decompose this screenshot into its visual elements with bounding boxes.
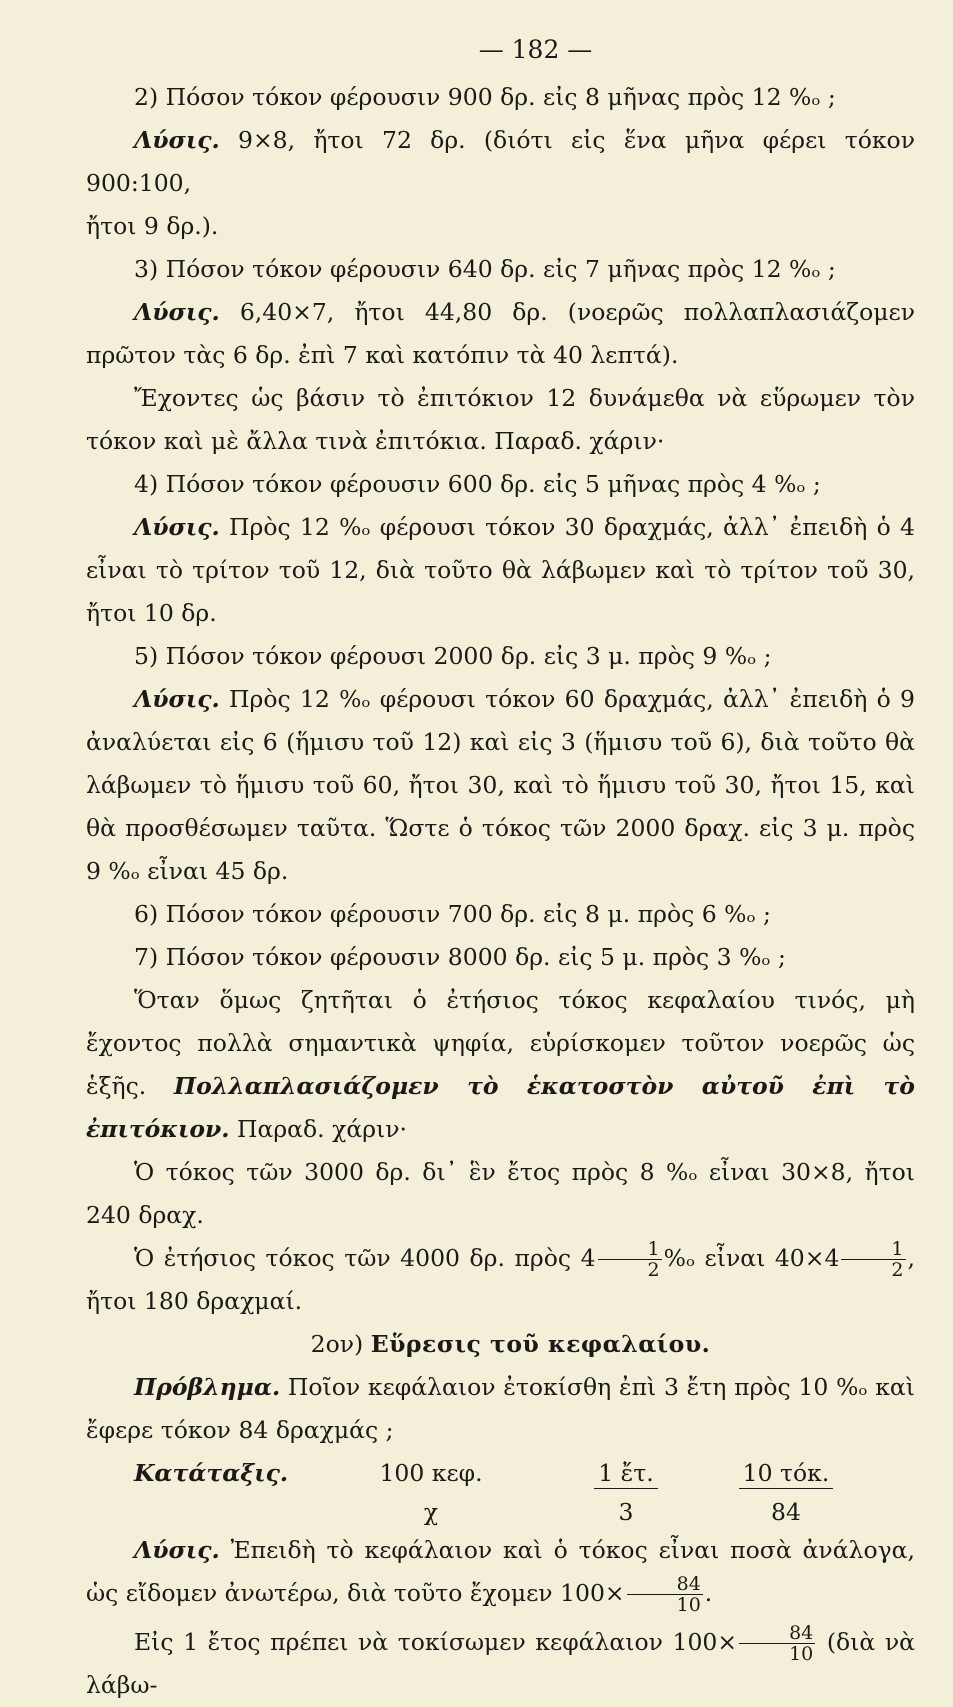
problem-4: 4) Πόσον τόκον φέρουσιν 600 δρ. εἰς 5 μῆνας πρὸς 4 %ₒ ;: [134, 470, 821, 498]
solution-capital: Λύσις. Ἐπειδὴ τὸ κεφάλαιον καὶ ὁ τόκος εἶναι ποσὰ ἀνάλογα, ὡς εἴδομεν ἀνωτέρω, διὰ τοῦτο ἔχομεν 100× $\frac{84}{10}$ .: [86, 1536, 915, 1616]
fraction: $\frac{84}{10}$: [627, 1574, 703, 1615]
example-1: Ὁ τόκος τῶν 3000 δρ. δι᾽ ἓν ἔτος πρὸς 8 %ₒ εἶναι 30×8, ἤτοι 240 δραχ.: [86, 1158, 915, 1229]
katataxis-table: [86, 1452, 915, 1529]
katataxis-capital: 100 κεφ.: [379, 1459, 483, 1487]
solution-label: Λύσις.: [134, 685, 220, 713]
fraction: $\frac{1}{2}$: [841, 1239, 905, 1280]
page-number: — 182 —: [478, 35, 593, 64]
paragraph-base-rate: Ἔχοντες ὡς βάσιν τὸ ἐπιτόκιον 12 δυνάμεθα νὰ εὕρωμεν τὸν τόκον καὶ μὲ ἄλλα τινὰ ἐπιτόκια. Παραδ. χάριν·: [86, 384, 915, 455]
solution-2: Λύσις. 9×8, ἤτοι 72 δρ. (διότι εἰς ἕνα μῆνα φέρει τόκον 900:100,: [86, 126, 915, 197]
solution-5: Λύσις. Πρὸς 12 %ₒ φέρουσι τόκον 60 δραχμάς, ἀλλ᾽ ἐπειδὴ ὁ 9 ἀναλύεται εἰς 6 (ἥμισυ τοῦ 12) καὶ εἰς 3 (ἥμισυ τοῦ 6), διὰ τοῦτο θὰ λάβωμεν τὸ ἥμισυ τοῦ 60, ἤτοι 30, καὶ τὸ ἥμισυ τοῦ 30, ἤτοι 15, καὶ θὰ προσθέσωμεν ταῦτα. Ὥστε ὁ τόκος τῶν 2000 δραχ. εἰς 3 μ. πρὸς 9 %ₒ εἶναι 45 δρ.: [86, 685, 915, 885]
fraction: $\frac{84}{10}$: [739, 1623, 815, 1664]
last-line: Εἰς 1 ἔτος πρέπει νὰ τοκίσωμεν κεφάλαιον 100× $\frac{84}{10}$ (διὰ νὰ λάβω-: [86, 1622, 915, 1699]
solution-2-cont: ἤτοι 9 δρ.).: [86, 212, 219, 240]
problem-7: 7) Πόσον τόκον φέρουσιν 8000 δρ. εἰς 5 μ. πρὸς 3 %ₒ ;: [134, 943, 786, 971]
solution-label: Λύσις.: [134, 298, 220, 326]
katataxis-years: 1 ἔτ.: [594, 1458, 658, 1489]
katataxis-84: 84: [771, 1498, 801, 1526]
katataxis-x: χ: [423, 1498, 439, 1526]
solution-label: Λύσις.: [134, 126, 220, 154]
katataxis-label: Κατάταξις.: [134, 1459, 289, 1487]
problem-2: 2) Πόσον τόκον φέρουσιν 900 δρ. εἰς 8 μῆνας πρὸς 12 %ₒ ;: [134, 83, 836, 111]
katataxis-interest: 10 τόκ.: [739, 1458, 834, 1489]
solution-label: Λύσις.: [134, 513, 220, 541]
fraction: $\frac{1}{2}$: [598, 1239, 662, 1280]
paragraph-annual-interest: Ὅταν ὅμως ζητῆται ὁ ἐτήσιος τόκος κεφαλαίου τινός, μὴ ἔχοντος πολλὰ σημαντικὰ ψηφία, εὑρίσκομεν τοῦτον νοερῶς ὡς ἑξῆς. Πολλαπλασιάζομεν τὸ ἑκατοστὸν αὐτοῦ ἐπὶ τὸ ἐπιτόκιον. Παραδ. χάριν·: [86, 986, 915, 1143]
section-heading: 2ον) Εὕρεσις τοῦ κεφαλαίου.: [310, 1330, 711, 1358]
problem-capital: Πρόβλημα. Ποῖον κεφάλαιον ἐτοκίσθη ἐπὶ 3 ἔτη πρὸς 10 %ₒ καὶ ἔφερε τόκον 84 δραχμάς ;: [86, 1373, 915, 1444]
katataxis-3: 3: [618, 1498, 634, 1526]
problem-5: 5) Πόσον τόκον φέρουσι 2000 δρ. εἰς 3 μ. πρὸς 9 %ₒ ;: [134, 642, 772, 670]
problem-6: 6) Πόσον τόκον φέρουσιν 700 δρ. εἰς 8 μ. πρὸς 6 %ₒ ;: [134, 900, 771, 928]
problem-label: Πρόβλημα.: [134, 1373, 281, 1401]
example-2: Ὁ ἐτήσιος τόκος τῶν 4000 δρ. πρὸς 4 $\frac{1}{2}$ %ₒ εἶναι 40×4 $\frac{1}{2}$ , ἤτοι 180 δραχμαί.: [86, 1238, 915, 1315]
problem-3: 3) Πόσον τόκον φέρουσιν 640 δρ. εἰς 7 μῆνας πρὸς 12 %ₒ ;: [134, 255, 836, 283]
rule-text: Πολλαπλασιάζομεν τὸ ἑκατοστὸν αὐτοῦ ἐπὶ τὸ ἐπιτόκιον.: [86, 1072, 915, 1143]
solution-3: Λύσις. 6,40×7, ἤτοι 44,80 δρ. (νοερῶς πολλαπλασιάζομεν πρῶτον τὰς 6 δρ. ἐπὶ 7 καὶ κατόπιν τὰ 40 λεπτά).: [86, 298, 915, 369]
solution-4: Λύσις. Πρὸς 12 %ₒ φέρουσι τόκον 30 δραχμάς, ἀλλ᾽ ἐπειδὴ ὁ 4 εἶναι τὸ τρίτον τοῦ 12, διὰ τοῦτο θὰ λάβωμεν καὶ τὸ τρίτον τοῦ 30, ἤτοι 10 δρ.: [86, 513, 915, 627]
solution-label: Λύσις.: [134, 1536, 220, 1564]
